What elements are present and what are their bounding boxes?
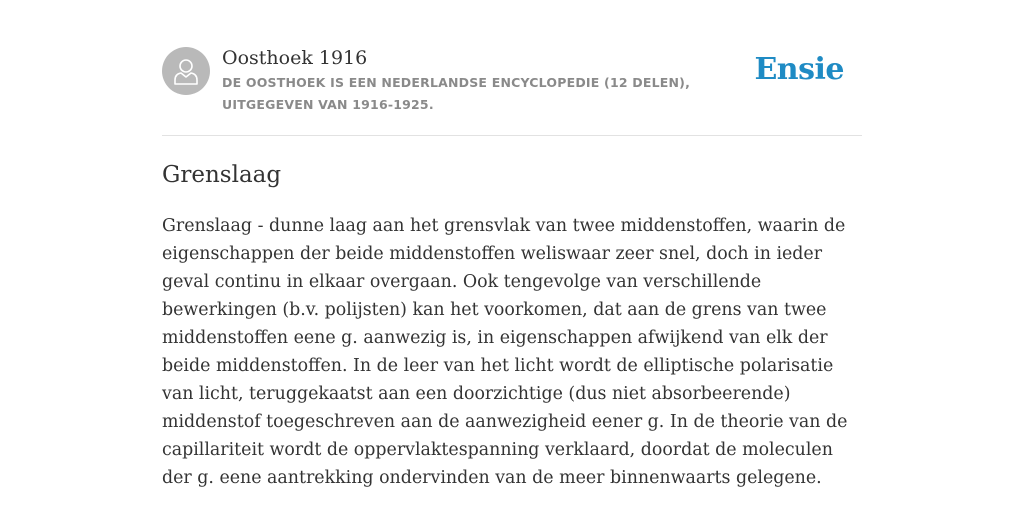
brand-logo[interactable]: Ensie — [754, 52, 844, 87]
avatar[interactable] — [162, 47, 210, 95]
entry-body: Grenslaag - dunne laag aan het grensvlak van twee middenstoffen, waarin de eigenschappen der beide middenstoffen weliswaar zeer snel, doch in ieder geval continu in elkaar overgaan. Ook tengevolge van verschillende bewerkingen (b.v. polijsten) kan het voorkomen, dat aan de grens van twee middenstoffen eene g. aanwezig is, in eigenschappen afwijkend van elk der beide middenstoffen. In de leer van het licht wordt de elliptische polarisatie van licht, teruggekaatst aan een doorzichtige (dus niet absorbeerende) middenstof toegeschreven aan de aanwezigheid eener g. In de theorie van de capillariteit wordt de oppervlaktespanning verklaard, doordat de moleculen der g. eene aantrekking ondervinden van de meer binnenwaarts gelegene. — [162, 216, 848, 488]
page-title: Grenslaag — [162, 162, 282, 188]
source-title[interactable]: Oosthoek 1916 — [222, 47, 368, 69]
divider — [162, 135, 862, 136]
source-description: DE OOSTHOEK IS EEN NEDERLANDSE ENCYCLOPEDIE (12 DELEN), UITGEGEVEN VAN 1916-1925. — [222, 75, 691, 112]
user-icon — [173, 56, 199, 86]
